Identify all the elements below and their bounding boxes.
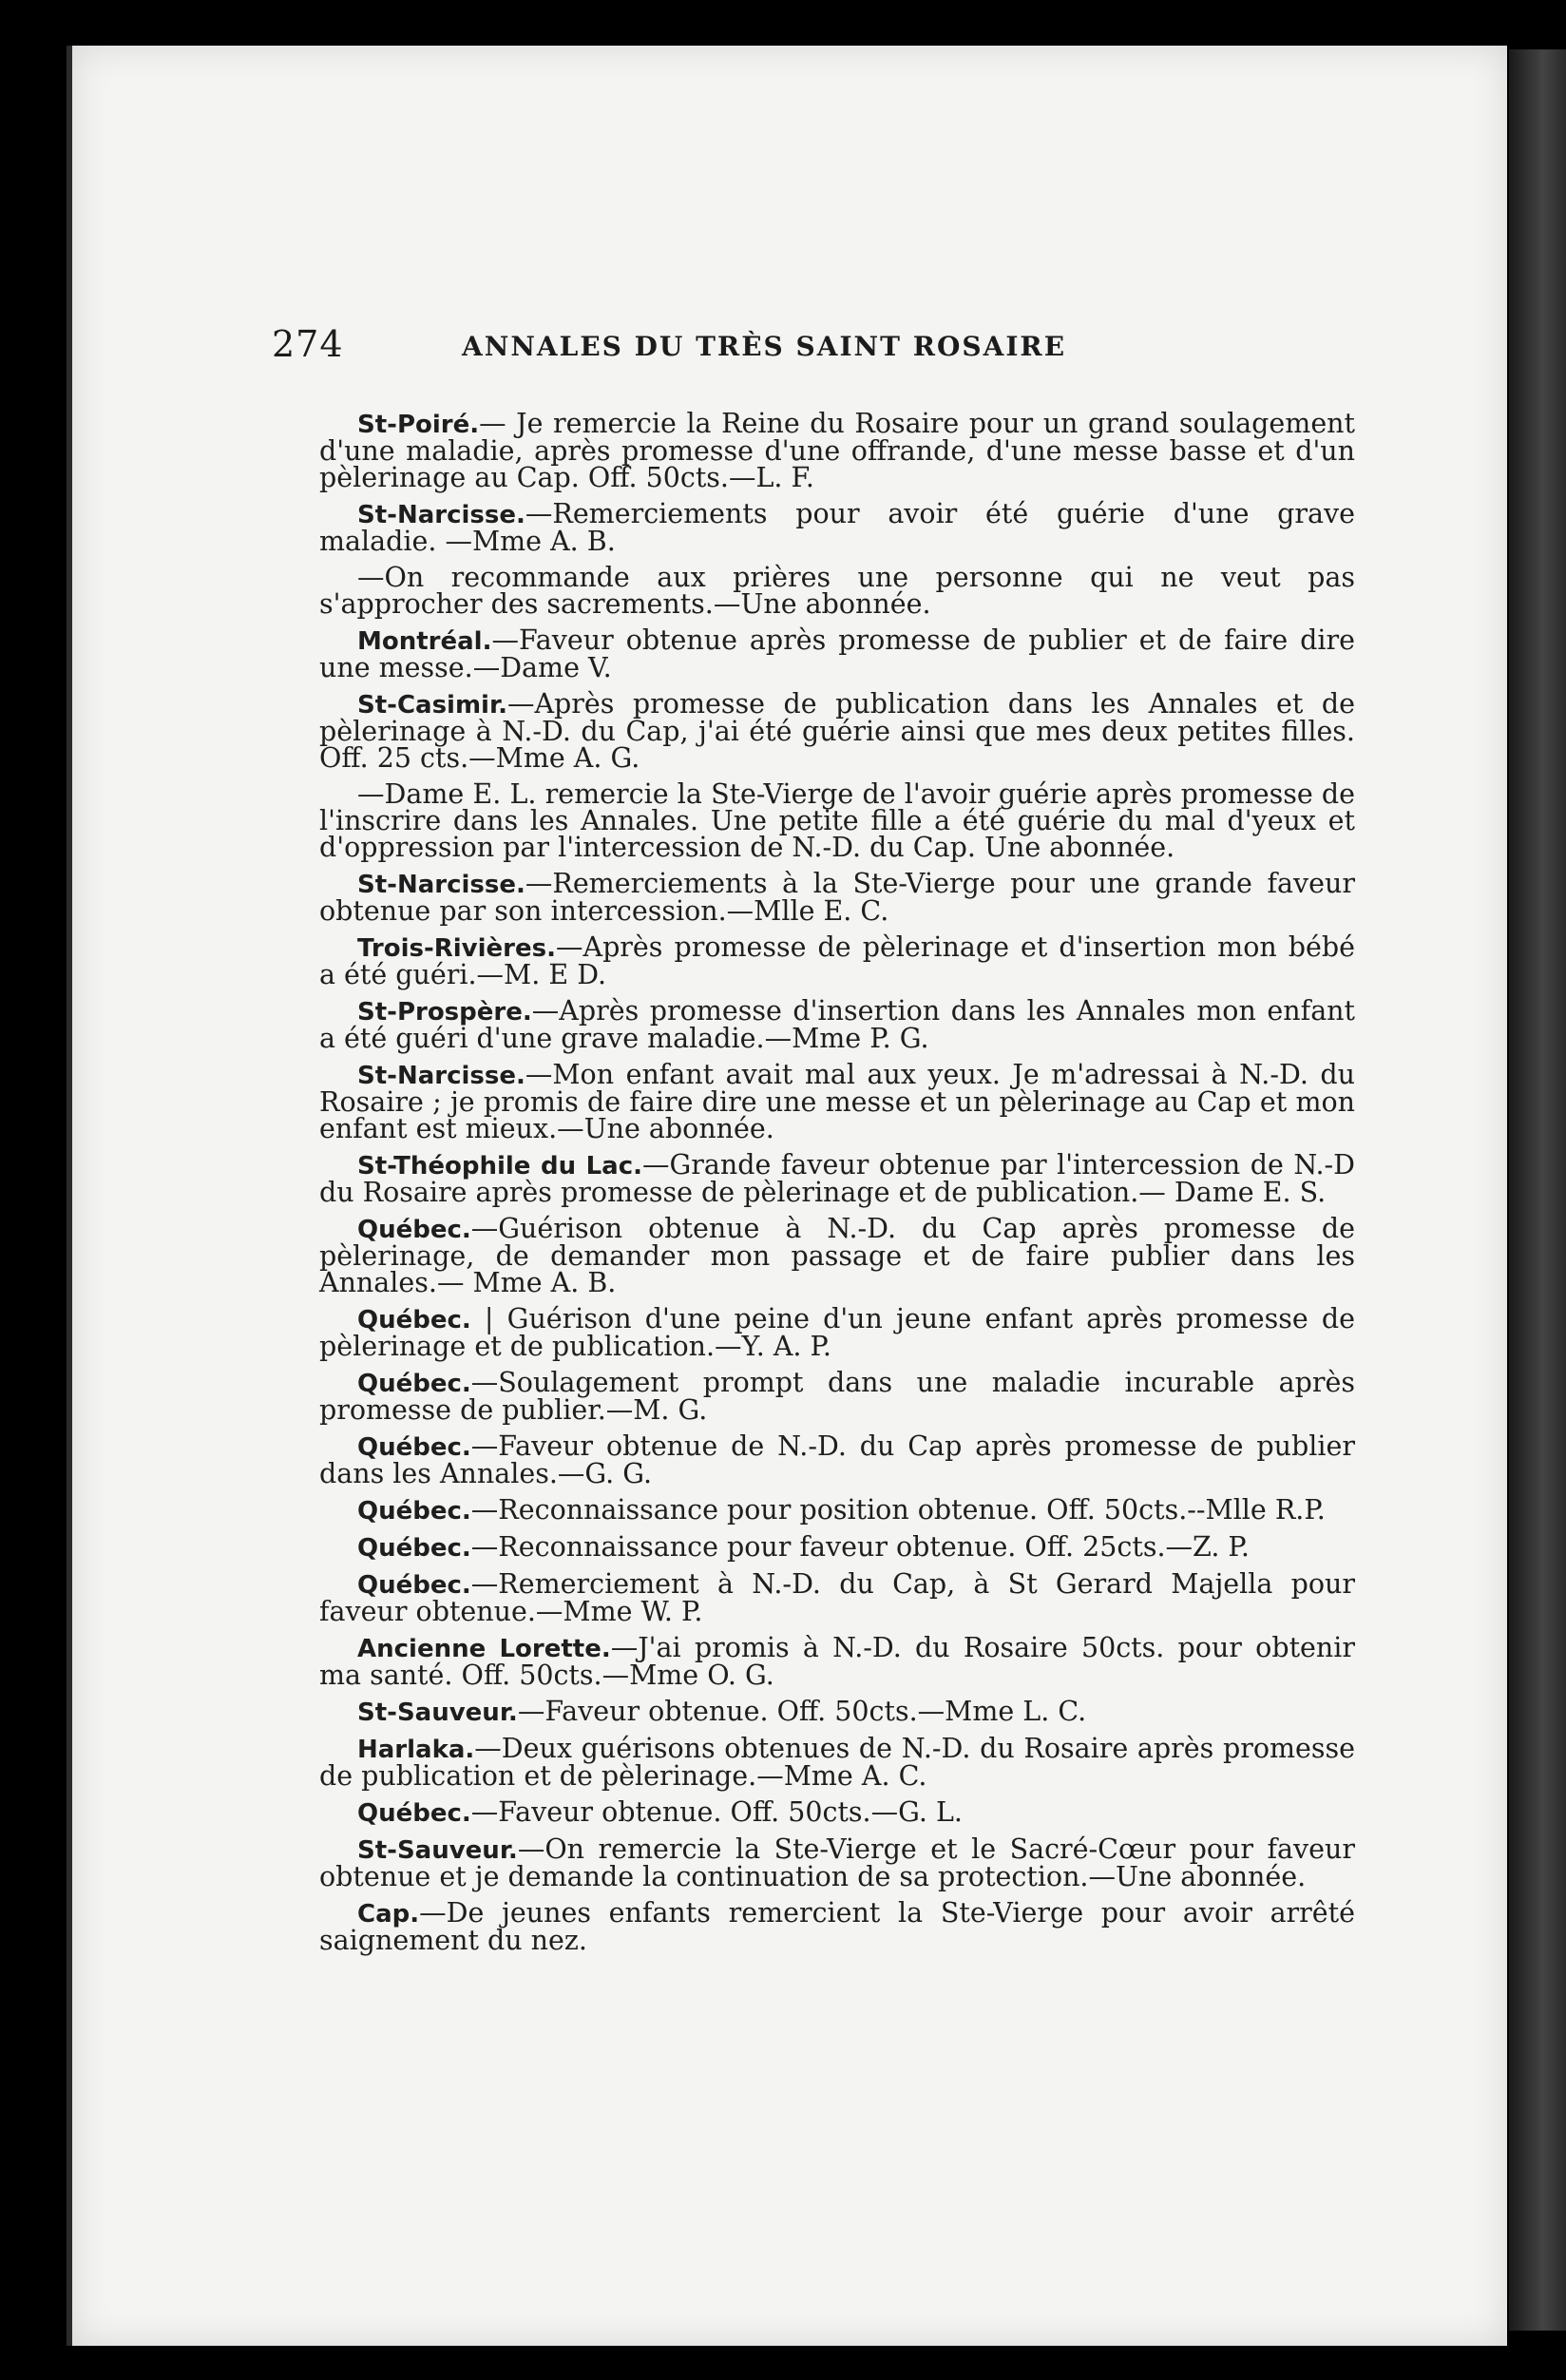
entry-text: —Remerciement à N.-D. du Cap, à St Gerard Majella pour faveur obtenue.—Mme W. P.	[319, 1568, 1355, 1627]
entry-place: Québec.	[357, 1306, 471, 1334]
running-head: ANNALES DU TRÈS SAINT ROSAIRE	[462, 331, 1067, 362]
entry	[319, 995, 1355, 1054]
entry	[319, 1632, 1355, 1691]
page-edge	[1509, 49, 1566, 2331]
entry	[319, 562, 1355, 620]
entry-text: —Grande faveur obtenue par l'intercession de N.-D du Rosaire après promesse de pèlerinage et de publication.— Dame E. S.	[319, 1149, 1355, 1208]
entry	[319, 624, 1355, 683]
entry-place: Harlaka.	[357, 1736, 475, 1764]
entry-place: Québec.	[357, 1571, 471, 1600]
page-header	[272, 323, 1222, 380]
entry	[319, 498, 1355, 557]
entry-text: —Faveur obtenue. Off. 50cts.—G. L.	[470, 1796, 963, 1828]
entry	[319, 1733, 1355, 1792]
entry	[319, 688, 1355, 774]
entry-text: —Faveur obtenue de N.-D. du Cap après promesse de publier dans les Annales.—G. G.	[319, 1430, 1355, 1489]
entry-text: —Remerciements pour avoir été guérie d'une grave maladie. —Mme A. B.	[319, 498, 1355, 557]
entry	[319, 1494, 1355, 1526]
entry	[319, 931, 1355, 990]
entry	[319, 1531, 1355, 1563]
entry-text: —Soulagement prompt dans une maladie incurable après promesse de publier.—M. G.	[319, 1367, 1355, 1426]
entry-place: Québec.	[357, 1799, 471, 1828]
entry	[319, 1303, 1355, 1362]
entry-place: St-Sauveur.	[357, 1699, 518, 1727]
entry-text: —J'ai promis à N.-D. du Rosaire 50cts. pour obtenir ma santé. Off. 50cts.—Mme O. G.	[319, 1632, 1355, 1691]
entry	[319, 1796, 1355, 1828]
entry-place: Québec.	[357, 1497, 471, 1526]
entry	[319, 1897, 1355, 1956]
entry-place: St-Théophile du Lac.	[357, 1152, 643, 1180]
entry-text: —Deux guérisons obtenues de N.-D. du Rosaire après promesse de publication et de pèlerinage.—Mme A. C.	[319, 1733, 1355, 1792]
page-number: 274	[272, 323, 344, 365]
entry-text: | Guérison d'une peine d'un jeune enfant après promesse de pèlerinage et de publication.—Y. A. P.	[319, 1303, 1355, 1362]
entry-place: Québec.	[357, 1370, 471, 1398]
entry-text: —Après promesse de publication dans les Annales et de pèlerinage à N.-D. du Cap, j'ai été guérie ainsi que mes deux petites filles. Off. 25 cts.—Mme A. G.	[319, 688, 1355, 774]
entry-place: Trois-Rivières.	[357, 934, 556, 963]
entry-text: —Mon enfant avait mal aux yeux. Je m'adressai à N.-D. du Rosaire ; je promis de faire dire une messe et un pèlerinage au Cap et mon enfant est mieux.—Une abonnée.	[319, 1059, 1355, 1144]
entry-place: St-Narcisse.	[357, 1062, 525, 1090]
entry-place: St-Prospère.	[357, 998, 532, 1027]
entry-place: St-Sauveur.	[357, 1836, 518, 1865]
entry-text: —Après promesse de pèlerinage et d'insertion mon bébé a été guéri.—M. E D.	[319, 931, 1355, 990]
entry-place: Québec.	[357, 1216, 471, 1244]
entry-text: —Après promesse d'insertion dans les Annales mon enfant a été guéri d'une grave maladie.—Mme P. G.	[319, 995, 1355, 1054]
entry-text: —Faveur obtenue. Off. 50cts.—Mme L. C.	[517, 1696, 1087, 1727]
entry	[319, 1367, 1355, 1426]
entry-text: — Je remercie la Reine du Rosaire pour un grand soulagement d'une maladie, après promesse d'une offrande, d'une messe basse et d'un pèlerinage au Cap. Off. 50cts.—L. F.	[319, 408, 1355, 493]
entry-text: —Reconnaissance pour position obtenue. Off. 50cts.--Mlle R.P.	[470, 1494, 1326, 1526]
entry-text: —Faveur obtenue après promesse de publier et de faire dire une messe.—Dame V.	[319, 624, 1355, 683]
entry	[319, 778, 1355, 863]
entry-place: Cap.	[357, 1900, 420, 1929]
page-content	[319, 408, 1355, 1964]
entry	[319, 1149, 1355, 1208]
entry-text: —Reconnaissance pour faveur obtenue. Off. 25cts.—Z. P.	[470, 1531, 1250, 1563]
entry-place: St-Narcisse.	[357, 871, 525, 899]
entry-place: Montréal.	[357, 627, 492, 656]
entry-text: —De jeunes enfants remercient la Ste-Vierge pour avoir arrêté saignement du nez.	[319, 1897, 1355, 1956]
entry	[319, 1430, 1355, 1489]
entry-text: —Dame E. L. remercie la Ste-Vierge de l'avoir guérie après promesse de l'inscrire dans les Annales. Une petite fille a été guérie du mal d'yeux et d'oppression par l'intercession de N.-D. du Cap. Une abonnée.	[319, 778, 1355, 863]
entry	[319, 408, 1355, 493]
entry	[319, 1833, 1355, 1892]
entry-place: Québec.	[357, 1534, 471, 1563]
entry-text: —On recommande aux prières une personne qui ne veut pas s'approcher des sacrements.—Une abonnée.	[319, 562, 1355, 620]
entry-text: —Remerciements à la Ste-Vierge pour une grande faveur obtenue par son intercession.—Mlle E. C.	[319, 868, 1355, 927]
entry	[319, 1059, 1355, 1144]
entry-place: St-Casimir.	[357, 691, 507, 720]
entry-place: St-Poiré.	[357, 411, 480, 439]
entry	[319, 868, 1355, 927]
entry-place: St-Narcisse.	[357, 501, 525, 529]
entry-place: Ancienne Lorette.	[357, 1635, 611, 1663]
entry	[319, 1213, 1355, 1298]
entry	[319, 1696, 1355, 1727]
entry-text: —On remercie la Ste-Vierge et le Sacré-Cœur pour faveur obtenue et je demande la continuation de sa protection.—Une abonnée.	[319, 1833, 1355, 1892]
entry-place: Québec.	[357, 1433, 471, 1462]
entry-text: —Guérison obtenue à N.-D. du Cap après promesse de pèlerinage, de demander mon passage et de faire publier dans les Annales.— Mme A. B.	[319, 1213, 1355, 1298]
entry	[319, 1568, 1355, 1627]
